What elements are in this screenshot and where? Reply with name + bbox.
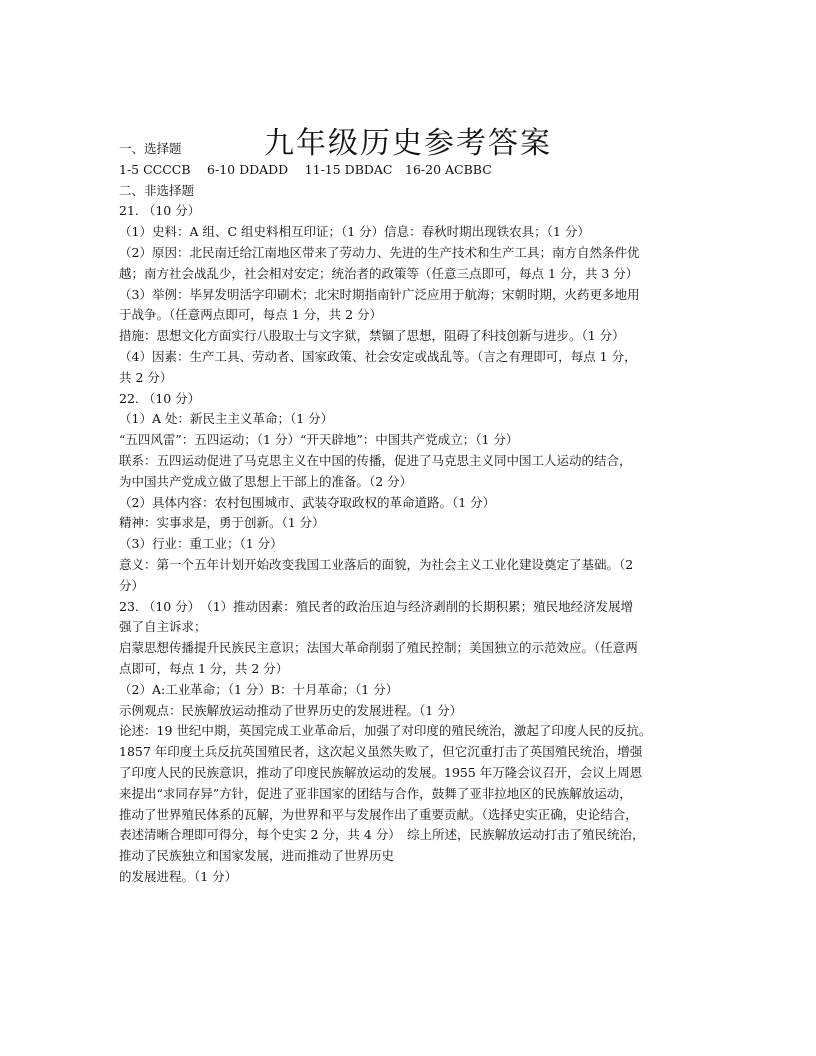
text-line: 示例观点：民族解放运动推动了世界历史的发展进程。（1 分） — [119, 702, 463, 718]
text-line: 强了自主诉求； — [119, 619, 207, 635]
text-line: 1-5 CCCCB 6-10 DDADD 11-15 DBDAC 16-20 ACBBC — [119, 161, 492, 177]
text-line: 越；南方社会战乱少，社会相对安定；统治者的政策等（任意三点即可，每点 1 分，共 3 分） — [119, 265, 639, 281]
text-line: 22. （10 分） — [119, 390, 201, 406]
text-line: （3）行业：重工业；（1 分） — [119, 536, 283, 552]
text-line: 二、非选择题 — [119, 182, 195, 198]
text-line: （2）原因：北民南迁给江南地区带来了劳动力、先进的生产技术和生产工具；南方自然条件优 — [119, 244, 640, 260]
text-line: 23. （10 分） （1）推动因素：殖民者的政治压迫与经济剥削的长期积累；殖民地经济发展增 — [119, 598, 634, 614]
text-line: “五四风雷”：五四运动；（1 分）“开天辟地”：中国共产党成立；（1 分） — [119, 432, 519, 448]
text-line: （2）A:工业革命；（1 分）B：十月革命；（1 分） — [119, 681, 399, 697]
text-line: 措施：思想文化方面实行八股取士与文字狱，禁锢了思想，阻碍了科技创新与进步。（1 分） — [119, 328, 625, 344]
text-line: 1857 年印度土兵反抗英国殖民者，这次起义虽然失败了，但它沉重打击了英国殖民统治，增强 — [119, 744, 643, 760]
text-line: 表述清晰合理即可得分，每个史实 2 分，共 4 分） 综上所述，民族解放运动打击了殖民统治， — [119, 827, 645, 843]
text-line: 分） — [119, 577, 145, 593]
text-line: （1）史料：A 组、C 组史料相互印证；（1 分）信息：春秋时期出现铁农具；（1 分） — [119, 224, 590, 240]
text-line: 一、选择题 — [119, 141, 182, 156]
text-line: 点即可，每点 1 分，共 2 分） — [119, 660, 289, 676]
text-line: （2）具体内容：农村包围城市、武装夺取政权的革命道路。（1 分） — [119, 494, 496, 510]
text-line: 为中国共产党成立做了思想上干部上的准备。（2 分） — [119, 473, 413, 489]
text-line: 共 2 分） — [119, 369, 173, 385]
text-line: 21. （10 分） — [119, 203, 201, 219]
text-line: 精神：实事求是，勇于创新。（1 分） — [119, 515, 325, 531]
text-line: 论述：19 世纪中期，英国完成工业革命后，加强了对印度的殖民统治，激起了印度人民的反抗。 — [119, 723, 652, 739]
text-line: 联系：五四运动促进了马克思主义在中国的传播，促进了马克思主义同中国工人运动的结合， — [119, 452, 632, 468]
text-line: 推动了世界殖民体系的瓦解，为世界和平与发展作出了重要贡献。（选择史实正确，史论结合， — [119, 806, 638, 822]
text-line: 来提出“求同存异”方针，促进了亚非国家的团结与合作，鼓舞了亚非拉地区的民族解放运动， — [119, 785, 632, 801]
answer-body — [119, 139, 707, 888]
text-line: 了印度人民的民族意识，推动了印度民族解放运动的发展。1955 年万隆会议召开，会议上周恩 — [119, 764, 643, 780]
text-line: （4）因素：生产工具、劳动者、国家政策、社会安定或战乱等。（言之有理即可，每点 1 分， — [119, 348, 637, 364]
page-title: 九年级历史参考答案 — [264, 126, 552, 162]
text-line: 意义：第一个五年计划开始改变我国工业落后的面貌，为社会主义工业化建设奠定了基础。（2 — [119, 556, 634, 572]
text-line: 启蒙思想传播提升民族民主意识；法国大革命削弱了殖民控制；美国独立的示范效应。（任意两 — [119, 640, 638, 656]
text-line: 于战争。（任意两点即可，每点 1 分，共 2 分） — [119, 307, 383, 323]
text-line: 推动了民族独立和国家发展，进而推动了世界历史 — [119, 848, 395, 864]
text-line: 的发展进程。（1 分） — [119, 868, 238, 884]
text-line: （1）A 处：新民主主义革命；（1 分） — [119, 411, 334, 427]
text-line: （3）举例：毕昇发明活字印刷术；北宋时期指南针广泛应用于航海；宋朝时期，火药更多地用 — [119, 286, 640, 302]
